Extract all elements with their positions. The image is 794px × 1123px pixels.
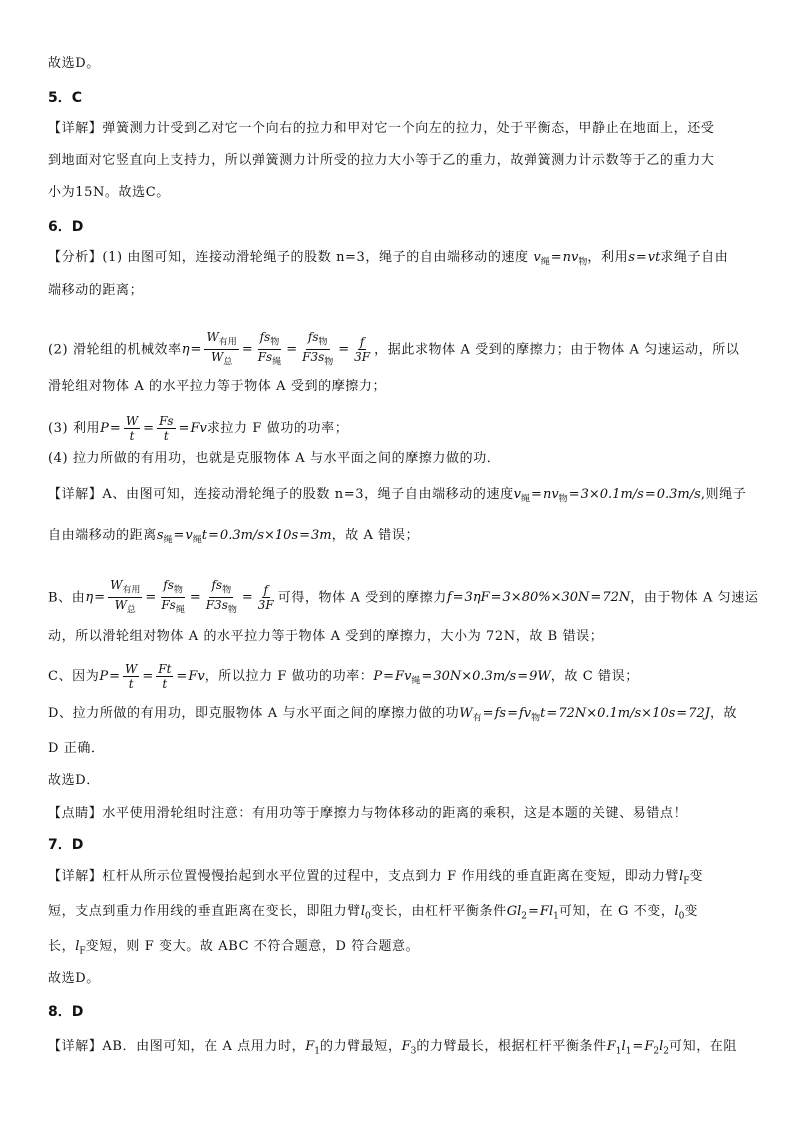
formula-w-calc: $W_有=fs=fv_物t=72N\times 0.1m/s\times 10s=72J$ xyxy=(459,706,710,724)
text-line: 故选D。 xyxy=(48,971,100,986)
text-line: 【详解】杠杆从所示位置慢慢抬起到水平位置的过程中，支点到力 F 作用线的垂直距离在变短，即动力臂$l_F$变 xyxy=(48,869,704,887)
text-line: 故选D。 xyxy=(48,56,100,71)
formula-v-calc: $v_绳=nv_物=3\times 0.1m/s=0.3m/s$ xyxy=(513,487,701,505)
text-line: 滑轮组对物体 A 的水平拉力等于物体 A 受到的摩擦力； xyxy=(48,379,387,394)
formula-efficiency-b: η= $\frac{W_{有用}}{W_总}$ = $\frac{fs_物}{Fs_绳}$ = $\frac{fs_物}{F3s_物}$ = $\frac{f}{3F}$ xyxy=(85,578,274,616)
section-tag-tip: 【点睛】 xyxy=(48,806,103,821)
formula-l0: $l_0$ xyxy=(360,904,371,922)
formula-l0-b: $l_0$ xyxy=(674,904,685,922)
formula-p-calc: $P=Fv_绳=30N\times 0.3m/s=9W$ xyxy=(373,669,551,687)
formula-lever-2: $F_1l_1=F_2l_2$ xyxy=(606,1039,669,1057)
text-line: D 正确． xyxy=(48,741,105,756)
text-line: 短，支点到重力作用线的垂直距离在变长，即阻力臂$l_0$变长，由杠杆平衡条件$Gl_2=Fl_1$可知，在 G 不变，$l_0$变 xyxy=(48,904,699,922)
text-line: (4) 拉力所做的有用功，也就是克服物体 A 与水平面之间的摩擦力做的功． xyxy=(48,451,501,466)
formula-F3: $F_3$ xyxy=(401,1039,417,1057)
text-line: 【点睛】水平使用滑轮组时注意：有用功等于摩擦力与物体移动的距离的乘积，这是本题的关键、易错点！ xyxy=(48,806,688,821)
question-number: 5．C xyxy=(48,90,83,106)
formula-power-c: P= $\frac{W}{t}$ = $\frac{Ft}{t}$ =Fv xyxy=(99,662,205,691)
text-line: 故选D． xyxy=(48,773,100,788)
question-number: 7．D xyxy=(48,837,84,853)
text-line: 自由端移动的距离$s_绳=v_绳t=0.3m/s\times 10s=3m$，故 A 错误； xyxy=(48,528,420,546)
formula-s-calc: $s_绳=v_绳t=0.3m/s\times 10s=3m$ xyxy=(156,528,332,546)
formula-F1: $F_1$ xyxy=(305,1039,320,1057)
text-line: 长，$l_F$变短，则 F 变大。故 ABC 不符合题意，D 符合题意。 xyxy=(48,939,420,957)
formula-efficiency: η= $\frac{W_{有用}}{W_总}$ = $\frac{fs_物}{Fs_绳}$ = $\frac{fs_物}{F3s_物}$ = $\frac{f}{3F}$ xyxy=(181,330,371,368)
section-tag-detail: 【详解】 xyxy=(48,869,103,884)
formula-s-vt: s=vt xyxy=(628,250,661,265)
text-line: 端移动的距离； xyxy=(48,283,144,298)
text-line: 【详解】弹簧测力计受到乙对它一个向右的拉力和甲对它一个向左的拉力，处于平衡态，甲静止在地面上，还受 xyxy=(48,121,715,136)
text-line: 小为15N。故选C。 xyxy=(48,185,170,200)
text-line: (2) 滑轮组的机械效率η= $\frac{W_{有用}}{W_总}$ = $\frac{fs_物}{Fs_绳}$ = $\frac{fs_物}{F3s_物}$ = $\frac{f}{3F}$ ，据此求物体 A 受到的摩擦力；由于物体 A 匀速运动，所以 xyxy=(48,330,740,368)
text-line: 动，所以滑轮组对物体 A 的水平拉力等于物体 A 受到的摩擦力，大小为 72N，故 B 错误； xyxy=(48,629,604,644)
question-number: 8．D xyxy=(48,1004,84,1020)
text-line: B、由η= $\frac{W_{有用}}{W_总}$ = $\frac{fs_物}{Fs_绳}$ = $\frac{fs_物}{F3s_物}$ = $\frac{f}{3F}$ 可得，物体 A 受到的摩擦力f=3ηF=3×80%×30N=72N，由于物体 A 匀速运 xyxy=(48,578,759,616)
section-tag-detail: 【详解】 xyxy=(48,1039,103,1054)
formula-v-rope: $v_绳=nv_物$ xyxy=(533,250,588,268)
section-tag-detail: 【详解】 xyxy=(48,487,103,502)
section-tag-detail: 【详解】 xyxy=(48,121,103,136)
formula-lever: $Gl_2=Fl_1$ xyxy=(506,904,559,922)
question-number: 6．D xyxy=(48,219,84,235)
formula-lF-b: $l_F$ xyxy=(75,939,86,957)
formula-power: P= $\frac{W}{t}$ = $\frac{Fs}{t}$ =Fv xyxy=(100,414,207,443)
text-line: 【分析】(1) 由图可知，连接动滑轮绳子的股数 n=3，绳子的自由端移动的速度 $v_绳=nv_物$，利用s=vt求绳子自由 xyxy=(48,250,729,268)
text-line: 【详解】A、由图可知，连接动滑轮绳子的股数 n=3，绳子自由端移动的速度$v_绳=nv_物=3\times 0.1m/s=0.3m/s$,则绳子 xyxy=(48,487,747,505)
section-tag-analysis: 【分析】 xyxy=(48,250,103,265)
formula-f-calc: f=3ηF=3×80%×30N=72N xyxy=(446,590,631,606)
text-line: 到地面对它竖直向上支持力，所以弹簧测力计所受的拉力大小等于乙的重力，故弹簧测力计示数等于乙的重力大 xyxy=(48,153,715,168)
text-line: C、因为P= $\frac{W}{t}$ = $\frac{Ft}{t}$ =Fv，所以拉力 F 做功的功率：$P=Fv_绳=30N\times 0.3m/s=9W$，故 C 错误； xyxy=(48,662,639,691)
formula-lF: $l_F$ xyxy=(679,869,690,887)
text-line: (3) 利用P= $\frac{W}{t}$ = $\frac{Fs}{t}$ =Fv求拉力 F 做功的功率； xyxy=(48,414,349,443)
text-line: 【详解】AB．由图可知，在 A 点用力时，$F_1$的力臂最短，$F_3$的力臂最长，根据杠杆平衡条件$F_1l_1=F_2l_2$可知，在阻 xyxy=(48,1039,738,1057)
text-line: D、拉力所做的有用功，即克服物体 A 与水平面之间的摩擦力做的功$W_有=fs=fv_物t=72N\times 0.1m/s\times 10s=72J$，故 xyxy=(48,706,738,724)
